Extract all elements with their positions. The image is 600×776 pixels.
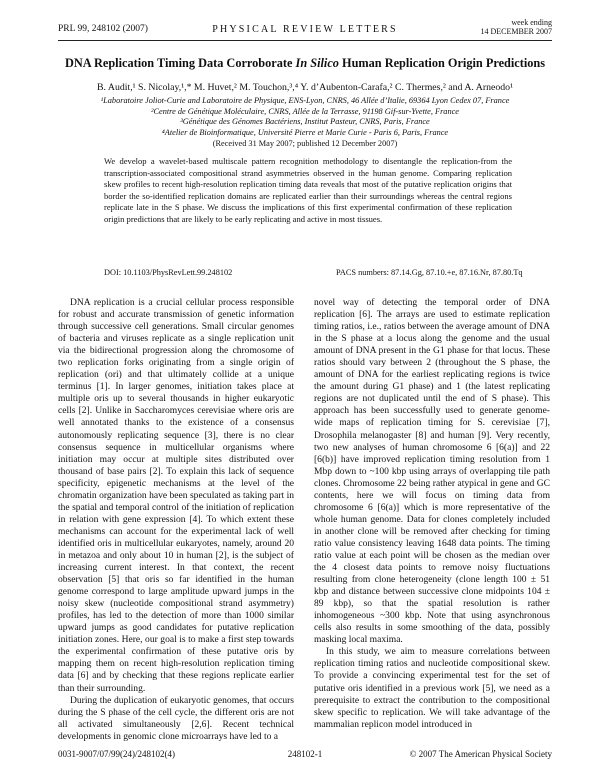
week-ending-date: 14 DECEMBER 2007 xyxy=(480,27,552,36)
paper-title xyxy=(40,56,570,71)
title-italic: In Silico xyxy=(295,56,339,70)
body-column-right xyxy=(314,297,550,731)
journal-name: PHYSICAL REVIEW LETTERS xyxy=(212,24,398,35)
received-dates: (Received 31 May 2007; published 12 December 2007) xyxy=(212,138,398,148)
running-header xyxy=(58,16,552,38)
affiliation-4: ⁴Atelier de Bioinformatique, Université Pierre et Marie Curie - Paris 6, Paris, France xyxy=(161,128,449,138)
title-part-2: Human Replication Origin Predictions xyxy=(338,56,546,70)
author-list: B. Audit,¹ S. Nicolay,¹,* M. Huvet,² M. Touchon,³,⁴ Y. d’Aubenton-Carafa,² C. Thermes,² and A. Arneodo¹ xyxy=(96,82,514,93)
body-column-left xyxy=(58,297,294,743)
abstract: We develop a wavelet-based multiscale pattern recognition methodology to disentangle the replication-from the transcription-associated compositional strand asymmetries observed in the human genome. Comparing replication skew profiles to recent high-resolution replication timing data reveals that most of the putative replication origins that border the so-identified replication domains are replicated earlier than their surroundings whereas the central regions replicate late in the S phase. We discuss the implications of this first experimental confirmation of these replication origin predictions that are likely to be early replicating and active in most tissues. xyxy=(104,156,512,224)
week-ending xyxy=(480,18,552,36)
journal-reference: PRL 99, 248102 (2007) xyxy=(58,24,148,34)
week-ending-label: week ending xyxy=(511,18,552,27)
copyright: © 2007 The American Physical Society xyxy=(409,749,552,759)
body-paragraph: In this study, we aim to measure correlations between replication timing ratios and nucleotide compositional skew. To provide a convincing experimental test for the set of putative oris identified in a previous work [5], we need as a prerequisite to extract the contribution to the compositional skew specific to replication. We will take advantage of the mammalian replicon model introduced in xyxy=(314,646,550,730)
body-paragraph: DNA replication is a crucial cellular process responsible for robust and accurate transmission of genetic information through successive cell generations. Small circular genomes of bacteria and viruses replicate as a single replication unit via the bidirectional progression along the chromosome of two replication forks originating from a single origin of replication (ori) and that ultimately collide at a unique terminus [1]. In larger genomes, initiation takes place at multiple oris up to several thousands in higher eukaryotic cells [2]. Unlike in Saccharomyces cerevisiae where oris are well annotated thanks to the existence of a consensus autonomously replicating sequence [3], there is no clear consensus sequence in multicellular organisms where initiation may occur at multiple sites distributed over thousand of base pairs [2]. To explain this lack of sequence specificity, epigenetic mechanisms at the level of the chromatin organization have been speculated as taking part in the spatial and temporal control of the initiation of replication in relation with gene expression [4]. To which extent these mechanisms can account for the experimental lack of well identified oris in multicellular eukaryotes, namely, around 20 in metazoa and only about 10 in human [2], is the subject of increasing current interest. In that context, the recent observation [5] that oris so far identified in the human genome correspond to large amplitude upward jumps in the noisy skew (nucleotide compositional strand asymmetry) profiles, has led to the detection of more than 1000 similar upward jumps as good candidates for putative replication initiation zones. Here, our goal is to make a first step towards the experimental confirmation of these putative oris by mapping them on recent high-resolution replication timing data [6] and by checking that these regions replicate earlier than their surrounding. xyxy=(58,297,294,694)
pacs-numbers: PACS numbers: 87.14.Gg, 87.10.+e, 87.16.Nr, 87.80.Tq xyxy=(336,268,523,277)
footer-code: 0031-9007/07/99(24)/248102(4) xyxy=(58,749,175,759)
body-paragraph: novel way of detecting the temporal order of DNA replication [6]. The arrays are used to estimate replication timing ratios, i.e., ratios between the average amount of DNA in the S phase at a locus along the genome and the usual amount of DNA present in the G1 phase for that locus. These ratios should vary between 2 (throughout the S phase, the amount of DNA for the earliest replicating regions is twice the amount during G1 phase) and 1 (the latest replicating regions are not duplicated until the end of S phase). This approach has been successfully used to generate genome-wide maps of replication timing for S. cerevisiae [7], Drosophila melanogaster [8] and human [9]. Very recently, two new analyses of human chromosome 6 [6(a)] and 22 [6(b)] have improved replication timing resolution from 1 Mbp down to ~100 kbp using arrays of overlapping tile path clones. Chromosome 22 being rather atypical in gene and GC contents, here we will focus on timing data from chromosome 6 [6(a)] which is more representative of the whole human genome. Data for clones completely included in another clone will be removed after checking for timing ratio value consistency leaving 1648 data points. The timing ratio value at each point will be chosen as the median over the 4 closest data points to remove noisy fluctuations resulting from clone heterogeneity (clone length 100 ± 51 kbp and distance between successive clone midpoints 104 ± 89 kbp), so that the spatial resolution is rather inhomogeneous ~300 kbp. Note that using asynchronous cells also results in some smoothing of the data, possibly masking local maxima. xyxy=(314,297,550,646)
header-rule xyxy=(58,40,552,41)
page-number: 248102-1 xyxy=(287,749,323,759)
affiliation-1: ¹Laboratoire Joliot-Curie and Laboratoire de Physique, ENS-Lyon, CNRS, 46 Allée d’Italie, 69364 Lyon Cedex 07, France xyxy=(100,96,510,105)
affiliations xyxy=(40,96,570,150)
affiliation-3: ³Génétique des Génomes Bactériens, Institut Pasteur, CNRS, Paris, France xyxy=(180,117,430,127)
doi-link[interactable]: DOI: 10.1103/PhysRevLett.99.248102 xyxy=(104,268,233,277)
page-footer xyxy=(58,749,552,763)
body-paragraph: During the duplication of eukaryotic genomes, that occurs during the S phase of the cell cycle, the different oris are not all activated simultaneously [2,6]. Recent technical developments in genomic clone microarrays have led to a xyxy=(58,694,294,742)
affiliation-2: ²Centre de Génétique Moléculaire, CNRS, Allée de la Terrasse, 91198 Gif-sur-Yvette, France xyxy=(151,106,459,116)
title-part-1: DNA Replication Timing Data Corroborate xyxy=(64,56,296,70)
